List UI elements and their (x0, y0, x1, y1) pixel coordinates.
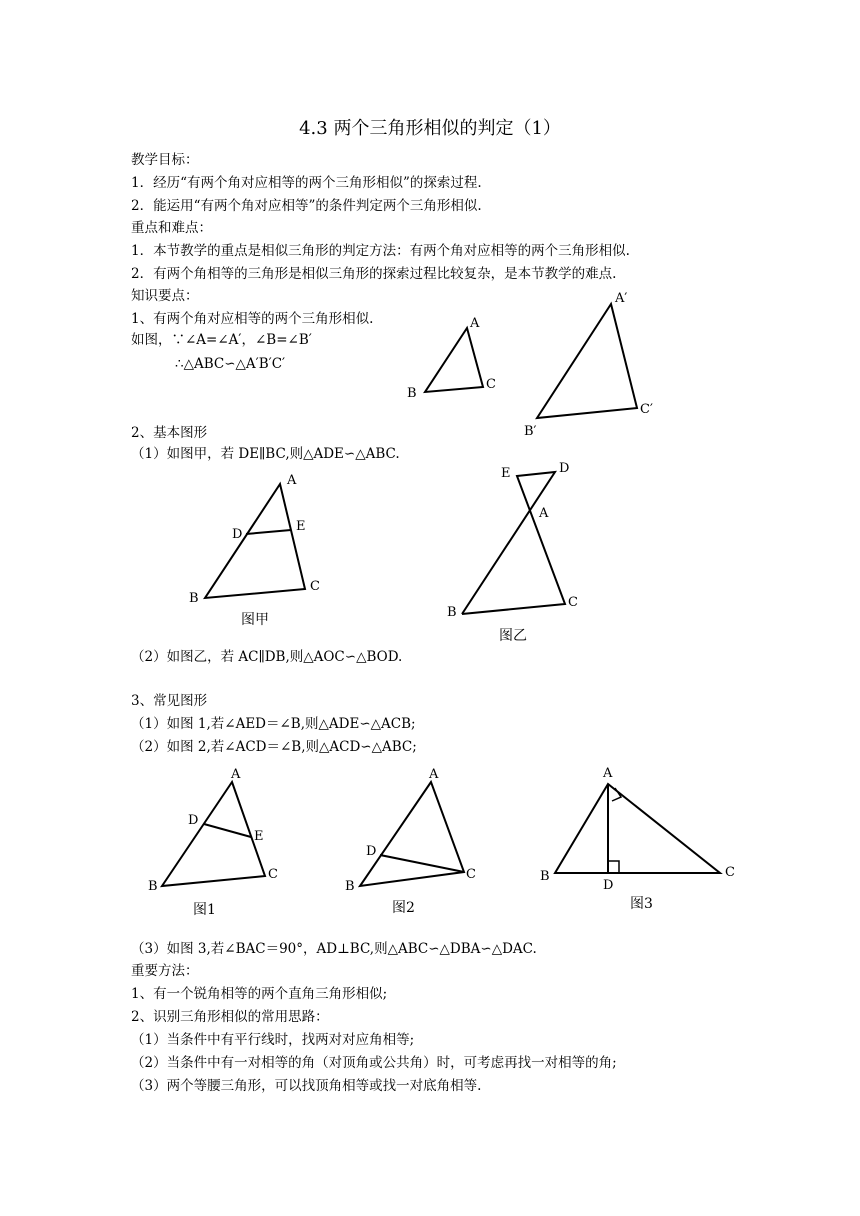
figure-jia-segment-de (246, 530, 291, 534)
common-case-1: （1）如图 1,若∠AED＝∠B,则△ADE∽△ACB; (131, 716, 416, 732)
knowledge-heading: 知识要点： (131, 288, 199, 304)
label-e: E (254, 829, 264, 844)
common-case-2: （2）如图 2,若∠ACD＝∠B,则△ACD∽△ABC; (131, 739, 417, 755)
triangle-abc-shape (425, 328, 483, 392)
figure-1-triangle (162, 782, 265, 886)
key-point-item-1: 1．本节教学的重点是相似三角形的判定方法：有两个角对应相等的两个三角形相似. (131, 243, 630, 259)
figure-3-triangle (555, 784, 720, 873)
basic-heading: 2、基本图形 (131, 425, 208, 441)
figure-3 (540, 766, 735, 912)
label-b: B (148, 879, 158, 894)
common-heading: 3、常见图形 (131, 693, 208, 709)
knowledge-item-1: 1、有两个角对应相等的两个三角形相似. (131, 311, 374, 327)
method-sub-1: （1）当条件中有平行线时，找两对对应角相等; (131, 1032, 415, 1048)
label-c: C (725, 865, 735, 880)
method-sub-2: （2）当条件中有一对相等的角（对顶角或公共角）时，可考虑再找一对相等的角; (131, 1055, 617, 1071)
right-angle-mark-d (608, 861, 619, 873)
label-a-prime: A′ (615, 291, 628, 306)
knowledge-given: 如图，∵∠A=∠A′，∠B=∠B′ (131, 332, 312, 348)
caption-1: 图1 (193, 902, 216, 918)
key-points-heading: 重点和难点： (131, 220, 212, 236)
figure-2-segment-cd (380, 855, 464, 872)
label-a: A (539, 506, 549, 521)
label-a: A (470, 316, 480, 331)
method-sub-3: （3）两个等腰三角形，可以找顶角相等或找一对底角相等. (131, 1078, 482, 1094)
knowledge-conclusion: ∴△ABC∽△A′B′C′ (175, 356, 286, 372)
label-c-prime: C′ (640, 402, 653, 417)
caption-yi: 图乙 (499, 628, 527, 644)
method-item-2: 2、识别三角形相似的常用思路： (131, 1009, 329, 1025)
caption-2: 图2 (392, 900, 415, 916)
label-c: C (268, 867, 278, 882)
label-e: E (501, 466, 511, 481)
methods-heading: 重要方法： (131, 963, 199, 979)
figure-yi-shape (462, 472, 565, 614)
label-b: B (407, 386, 417, 401)
label-b: B (447, 605, 457, 620)
label-c: C (466, 867, 476, 882)
label-c: C (568, 595, 578, 610)
triangle-abc-prime (524, 291, 653, 439)
label-d: D (603, 878, 614, 893)
label-d: D (188, 813, 199, 828)
label-b-prime: B′ (524, 424, 537, 439)
label-b: B (540, 869, 550, 884)
basic-case-1: （1）如图甲，若 DE∥BC,则△ADE∽△ABC. (131, 446, 400, 462)
caption-3: 图3 (630, 896, 653, 912)
triangle-abc-prime-shape (537, 304, 637, 418)
label-d: D (366, 844, 377, 859)
label-b: B (345, 879, 355, 894)
label-e: E (296, 519, 306, 534)
key-point-item-2: 2．有两个角相等的三角形是相似三角形的探索过程比较复杂，是本节教学的难点. (131, 266, 617, 282)
objective-item-1: 1．经历“有两个角对应相等的两个三角形相似”的探索过程. (131, 175, 482, 191)
label-a: A (429, 767, 439, 782)
figure-jia (189, 473, 320, 628)
label-c: C (310, 579, 320, 594)
figure-2 (345, 767, 476, 916)
figure-1 (148, 767, 278, 918)
label-a: A (231, 767, 241, 782)
method-item-1: 1、有一个锐角相等的两个直角三角形相似; (131, 986, 388, 1002)
right-angle-mark-a (612, 788, 621, 801)
figure-yi (447, 461, 578, 644)
label-a: A (287, 473, 297, 488)
triangle-abc-small (407, 316, 496, 401)
common-case-3: （3）如图 3,若∠BAC＝90°，AD⊥BC,则△ABC∽△DBA∽△DAC. (131, 941, 537, 957)
figure-jia-triangle (205, 484, 305, 598)
label-d: D (559, 461, 570, 476)
caption-jia: 图甲 (241, 612, 269, 628)
label-a: A (603, 766, 613, 781)
objectives-heading: 教学目标： (131, 152, 199, 168)
page-title: 4.3 两个三角形相似的判定（1） (299, 118, 561, 139)
figure-1-segment-de (204, 824, 251, 837)
label-c: C (486, 377, 496, 392)
label-d: D (232, 527, 243, 542)
label-b: B (189, 591, 199, 606)
figure-2-triangle (360, 782, 464, 886)
objective-item-2: 2．能运用“有两个角对应相等”的条件判定两个三角形相似. (131, 198, 482, 214)
basic-case-2: （2）如图乙，若 AC∥DB,则△AOC∽△BOD. (131, 649, 403, 665)
